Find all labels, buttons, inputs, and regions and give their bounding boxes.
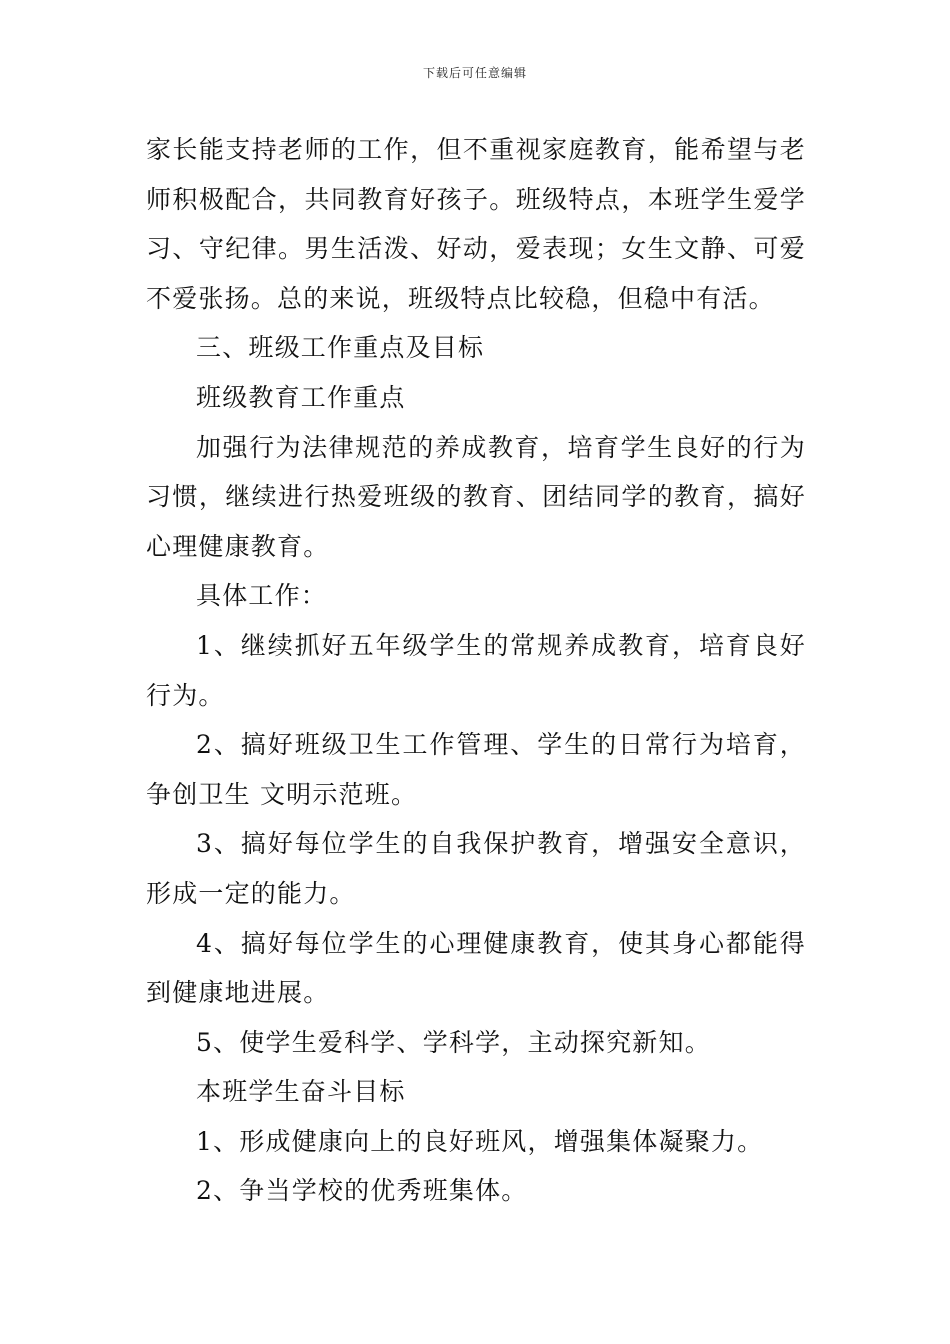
subheading-student-goals: 本班学生奋斗目标 — [196, 1077, 406, 1107]
subheading-specific-work: 具体工作： — [196, 581, 328, 611]
list-item-work-2: 2、搞好班级卫生工作管理、学生的日常行为培育，争创卫生 文明示范班。 — [146, 730, 806, 809]
list-item-work-4: 4、搞好每位学生的心理健康教育，使其身心都能得到健康地进展。 — [146, 928, 806, 1008]
list-item-goal-1: 1、形成健康向上的良好班风，增强集体凝聚力。 — [196, 1126, 764, 1156]
list-item-work-5: 5、使学生爱科学、学科学，主动探究新知。 — [196, 1027, 711, 1057]
list-item-work-1: 1、继续抓好五年级学生的常规养成教育，培育良好行为。 — [146, 630, 806, 710]
subheading-education-focus: 班级教育工作重点 — [196, 382, 406, 412]
page-header: 下载后可任意编辑 — [422, 66, 527, 80]
section-heading-work-focus: 三、班级工作重点及目标 — [196, 333, 485, 363]
document-body — [146, 125, 806, 1216]
paragraph-class-situation: 家长能支持老师的工作，但不重视家庭教育，能希望与老师积极配合，共同教育好孩子。班级特点，本班学生爱学习、守纪律。男生活泼、好动，爱表现；女生文静、可爱不爱张扬。总的来说，班级特点比较稳，但稳中有活。 — [146, 135, 806, 313]
list-item-goal-2: 2、争当学校的优秀班集体。 — [196, 1176, 528, 1206]
paragraph-education-focus: 加强行为法律规范的养成教育，培育学生良好的行为习惯，继续进行热爱班级的教育、团结同学的教育，搞好心理健康教育。 — [146, 432, 806, 561]
list-item-work-3: 3、搞好每位学生的自我保护教育，增强安全意识，形成一定的能力。 — [146, 829, 806, 908]
